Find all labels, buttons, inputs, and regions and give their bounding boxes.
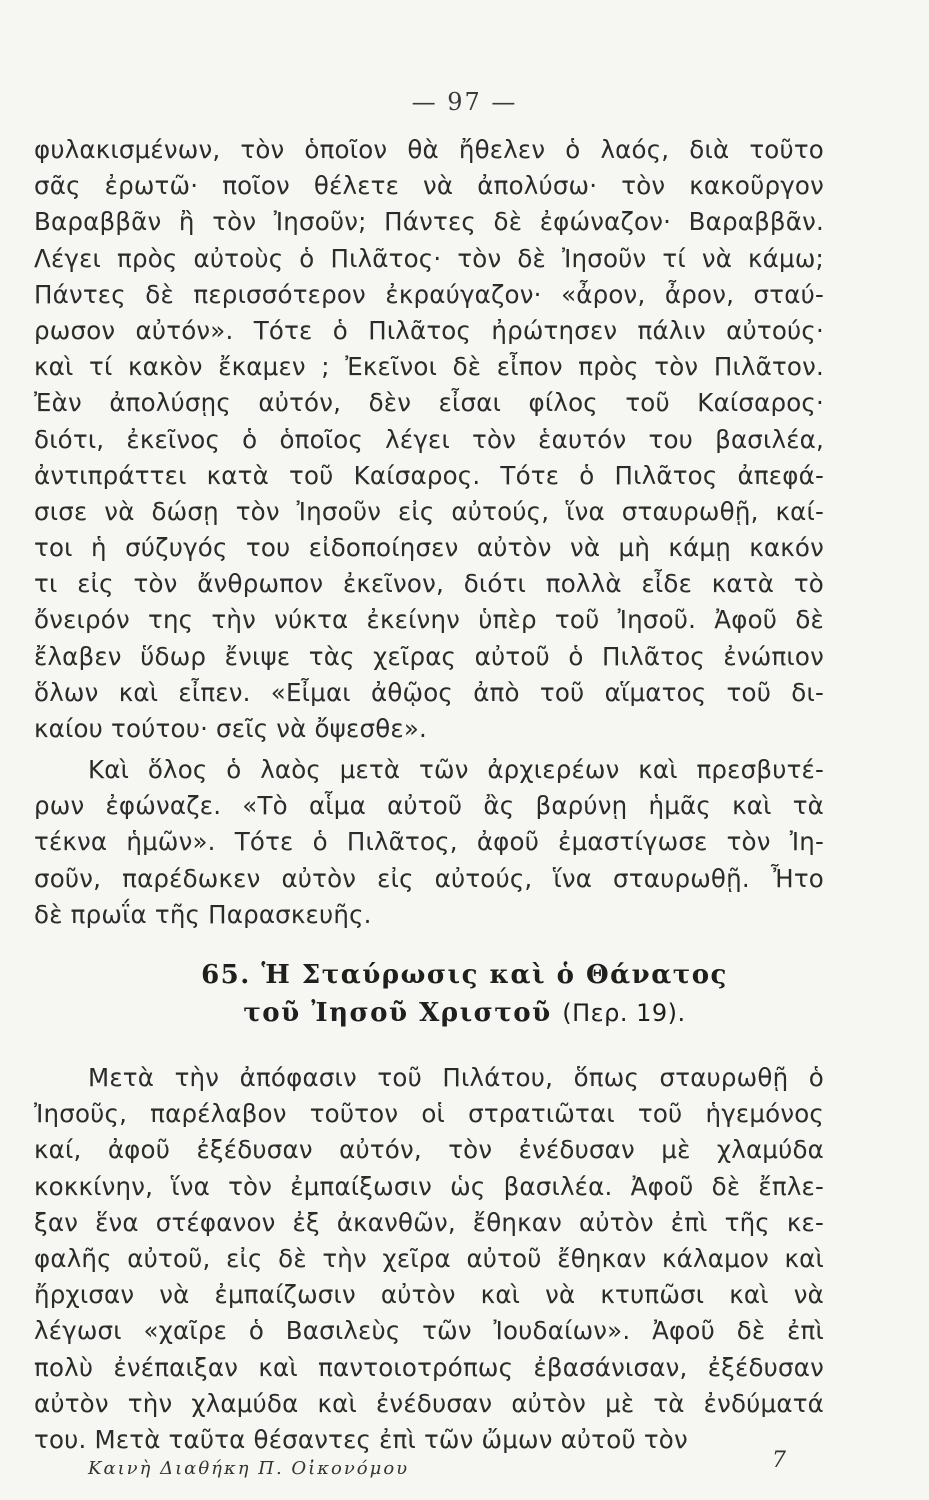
text-line: σισε νὰ δώσῃ τὸν Ἰησοῦν εἰς αὐτούς, ἵνα σταυρωθῇ, καί- [34, 496, 824, 526]
text-line: καὶ τί κακὸν ἔκαμεν ; Ἐκεῖνοι δὲ εἶπον πρὸς τὸν Πιλᾶτον. [34, 352, 824, 382]
paragraph-2 [34, 752, 824, 933]
text-line: ἀντιπράττει κατὰ τοῦ Καίσαρος. Τότε ὁ Πιλᾶτος ἀπεφά- [34, 460, 824, 490]
text-line: καί, ἀφοῦ ἐξέδυσαν αὐτόν, τὸν ἐνέδυσαν μὲ χλαμύδα [34, 1135, 824, 1165]
text-line: πολὺ ἐνέπαιξαν καὶ παντοιοτρόπως ἐβασάνισαν, ἐξέδυσαν [34, 1352, 824, 1382]
section-heading-line-1: 65. Ἡ Σταύρωσις καὶ ὁ Θάνατος [201, 960, 728, 990]
text-line: τοι ἡ σύζυγός του εἰδοποίησεν αὐτὸν νὰ μὴ κάμῃ κακόν [34, 533, 824, 563]
text-line: ἤρχισαν νὰ ἐμπαίζωσιν αὐτὸν καὶ νὰ κτυπῶσι καὶ νὰ [34, 1280, 824, 1310]
section-heading-line-2 [0, 998, 929, 1028]
section-heading-subtitle: τοῦ Ἰησοῦ Χριστοῦ [243, 998, 552, 1028]
text-line: δὲ πρωΐα τῆς Παρασκευῆς. [34, 899, 372, 929]
text-line: τέκνα ἡμῶν». Τότε ὁ Πιλᾶτος, ἀφοῦ ἐμαστίγωσε τὸν Ἰη- [34, 827, 824, 857]
section-heading-reference: (Περ. 19). [562, 999, 686, 1027]
text-line: διότι, ἐκεῖνος ὁ ὁποῖος λέγει τὸν ἑαυτόν του βασιλέα, [34, 424, 824, 454]
page-number: — 97 — [411, 88, 518, 116]
text-line: του. Μετὰ ταῦτα θέσαντες ἐπὶ τῶν ὤμων αὐτοῦ τὸν [34, 1424, 688, 1454]
text-line: Μετὰ τὴν ἀπόφασιν τοῦ Πιλάτου, ὅπως σταυρωθῇ ὁ [88, 1063, 824, 1092]
footer-signature-mark: 7 [772, 1448, 786, 1473]
text-line: λέγωσι «χαῖρε ὁ Βασιλεὺς τῶν Ἰουδαίων». Ἀφοῦ δὲ ἐπὶ [34, 1316, 824, 1346]
text-line: Ἰησοῦς, παρέλαβον τοῦτον οἱ στρατιῶται τοῦ ἡγεμόνος [34, 1099, 824, 1129]
text-line: ὅλων καὶ εἶπεν. «Εἶμαι ἀθῷος ἀπὸ τοῦ αἵματος τοῦ δι- [34, 677, 824, 707]
text-line: Πάντες δὲ περισσότερον ἐκραύγαζον· «ἆρον, ἆρον, σταύ- [34, 279, 824, 309]
text-line: Ἐὰν ἀπολύσῃς αὐτόν, δὲν εἶσαι φίλος τοῦ Καίσαρος· [34, 388, 824, 418]
text-line: φυλακισμένων, τὸν ὁποῖον θὰ ἤθελεν ὁ λαός, διὰ τοῦτο [34, 135, 824, 164]
text-line: σᾶς ἐρωτῶ· ποῖον θέλετε νὰ ἀπολύσω· τὸν κακοῦργον [34, 171, 824, 201]
paragraph-1 [34, 132, 824, 747]
text-line: Καὶ ὅλος ὁ λαὸς μετὰ τῶν ἀρχιερέων καὶ πρεσβυτέ- [88, 755, 824, 784]
paragraph-3 [34, 1060, 824, 1458]
text-line: φαλῆς αὐτοῦ, εἰς δὲ τὴν χεῖρα αὐτοῦ ἔθηκαν κάλαμον καὶ [34, 1243, 824, 1273]
text-line: ξαν ἕνα στέφανον ἐξ ἀκανθῶν, ἔθηκαν αὐτὸν ἐπὶ τῆς κε- [34, 1207, 824, 1237]
footer-book-title: Καινὴ Διαθήκη Π. Οἰκονόμου [88, 1458, 410, 1479]
text-line: ρωσον αὐτόν». Τότε ὁ Πιλᾶτος ἠρώτησεν πάλιν αὐτούς· [34, 315, 824, 345]
text-line: ἔλαβεν ὕδωρ ἔνιψε τὰς χεῖρας αὐτοῦ ὁ Πιλᾶτος ἐνώπιον [34, 641, 824, 671]
text-line: αὐτὸν τὴν χλαμύδα καὶ ἐνέδυσαν αὐτὸν μὲ τὰ ἐνδύματά [34, 1388, 824, 1418]
text-line: καίου τούτου· σεῖς νὰ ὄψεσθε». [34, 714, 428, 743]
text-line: κοκκίνην, ἵνα τὸν ἐμπαίξωσιν ὡς βασιλέα. Ἀφοῦ δὲ ἔπλε- [34, 1171, 824, 1201]
text-line: ρων ἐφώναζε. «Τὸ αἷμα αὐτοῦ ἂς βαρύνῃ ἡμᾶς καὶ τὰ [34, 791, 824, 821]
text-line: Βαραββᾶν ἢ τὸν Ἰησοῦν; Πάντες δὲ ἐφώναζον· Βαραββᾶν. [34, 207, 824, 237]
text-line: τι εἰς τὸν ἄνθρωπον ἐκεῖνον, διότι πολλὰ εἶδε κατὰ τὸ [34, 569, 824, 599]
text-line: σοῦν, παρέδωκεν αὐτὸν εἰς αὐτούς, ἵνα σταυρωθῇ. Ἦτο [34, 863, 824, 893]
text-line: ὄνειρόν της τὴν νύκτα ἐκείνην ὑπὲρ τοῦ Ἰησοῦ. Ἀφοῦ δὲ [34, 605, 824, 635]
text-line: Λέγει πρὸς αὐτοὺς ὁ Πιλᾶτος· τὸν δὲ Ἰησοῦν τί νὰ κάμω; [34, 243, 824, 273]
